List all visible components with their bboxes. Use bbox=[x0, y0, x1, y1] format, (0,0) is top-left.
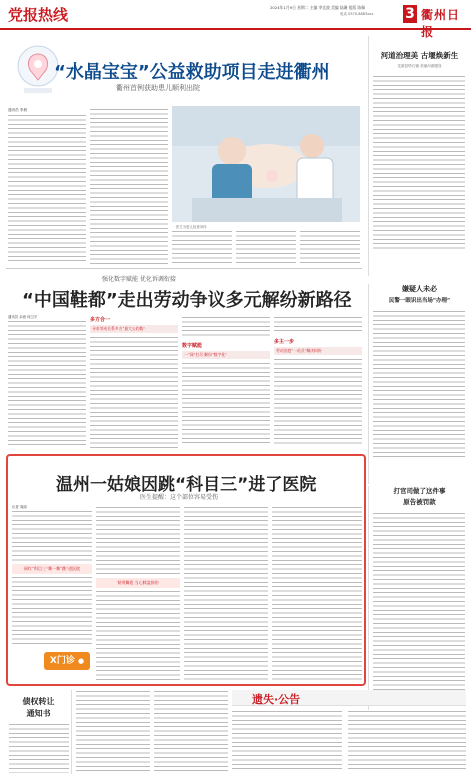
article2-kicker: 强化数字赋能 优化诉调衔接 bbox=[102, 276, 176, 283]
article3-col2 bbox=[96, 506, 180, 576]
article1-photo bbox=[172, 106, 360, 222]
announcement-col1 bbox=[232, 710, 342, 772]
article3-title: 温州一姑娘因跳“科目三”进了医院 bbox=[56, 475, 317, 495]
xmenzhen-badge bbox=[44, 652, 90, 670]
article2-col2 bbox=[90, 316, 178, 446]
article1-title: “水晶宝宝”公益救助项目走进衢州 bbox=[54, 62, 330, 83]
bottom-left-text bbox=[9, 723, 69, 773]
bottom-left-title: 债权转让 bbox=[22, 696, 55, 706]
article1-header bbox=[6, 36, 363, 106]
article2-sub2-tag: 数字赋能 bbox=[182, 343, 203, 349]
announcement-banner bbox=[232, 690, 466, 706]
article2-author: 通讯员 余意 何卫平 bbox=[8, 315, 38, 319]
date-line: 2024年1月9日 星期二 主编 李宜波 美编 陆珊 组版 陈佩 bbox=[270, 5, 366, 10]
article2-col2-text bbox=[90, 336, 178, 448]
article3-box2 bbox=[96, 578, 180, 588]
sidebar-top bbox=[368, 36, 466, 276]
sidebar-low-title: 打官司做了这件事 bbox=[393, 487, 446, 495]
bottom-mid-col1 bbox=[76, 690, 150, 774]
article2-title: “中国鞋都”走出劳动争议多元解纷新路径 bbox=[22, 290, 352, 311]
page-header bbox=[0, 0, 471, 39]
announcement-col2 bbox=[348, 710, 466, 772]
article2-col4-text-b bbox=[274, 358, 362, 446]
article3-box1-label: 网红“科目三”舞一舞“跳”进医院 bbox=[23, 566, 81, 571]
sidebar-top-text bbox=[373, 75, 465, 251]
article1-col2 bbox=[90, 108, 168, 264]
xmenzhen-dot-icon: ● bbox=[77, 657, 85, 665]
article2-col3-text-b bbox=[182, 362, 270, 446]
bottom-left-title2: 通知书 bbox=[26, 708, 51, 718]
article3-box2-label: 韧带撕裂 当心膝盖损伤 bbox=[117, 580, 159, 585]
article1-col4 bbox=[236, 230, 296, 264]
sidebar-mid bbox=[368, 284, 466, 484]
article3-col2-b bbox=[96, 590, 180, 680]
article3-col3 bbox=[184, 506, 268, 680]
article3-box bbox=[6, 454, 366, 686]
article2-sub1-tag: 多方合一 bbox=[90, 317, 111, 323]
article3-author: 记者 周丽 bbox=[12, 505, 27, 509]
article2-col4-text-a bbox=[274, 316, 362, 334]
sidebar-mid-text bbox=[373, 310, 465, 460]
sidebar-low bbox=[368, 486, 466, 716]
article1-author: 通讯员 李晨 bbox=[8, 108, 28, 112]
announcement-title: 遗失·公告 bbox=[252, 693, 301, 706]
divider-1 bbox=[6, 268, 362, 269]
article2-sub3-title: 劳动法庭“一站式”解决纠纷 bbox=[274, 347, 362, 355]
article2-col3 bbox=[182, 316, 270, 446]
paper-name: 衢州日报 bbox=[421, 8, 461, 39]
sidebar-low-subtitle: 原告被罚款 bbox=[403, 498, 436, 506]
article1-col5 bbox=[300, 230, 360, 264]
article2-sub2-title: 一“网”打尽 解纷“数字化” bbox=[182, 351, 270, 359]
sidebar-mid-subtitle: 民警一眼识出当场“办理” bbox=[388, 298, 451, 304]
bottom-mid-col2 bbox=[154, 690, 228, 774]
article1-col3 bbox=[172, 230, 232, 264]
article1-col1 bbox=[8, 114, 86, 264]
photo-caption: 医生为患儿检查身体 bbox=[176, 225, 207, 229]
email-line: 电话 0570-8883xxx bbox=[340, 12, 374, 16]
article2-col4 bbox=[274, 316, 362, 446]
article3-col1 bbox=[12, 510, 92, 562]
article3-box1 bbox=[12, 564, 92, 574]
sidebar-mid-title: 嫌疑人未必 bbox=[402, 284, 437, 293]
article3-col1-b bbox=[12, 576, 92, 646]
article2-col1 bbox=[8, 320, 86, 446]
article3-subtitle: 医生提醒：这个部位容易受伤 bbox=[140, 494, 219, 501]
page-number: 3 bbox=[403, 5, 417, 23]
article2-sub1-title: 寻求劳动关系多方“最大公约数” bbox=[90, 325, 178, 333]
xmenzhen-label: X门诊 bbox=[49, 656, 75, 666]
article3-col4 bbox=[272, 506, 362, 680]
article1-subtitle: 衢州首例获助患儿顺利出院 bbox=[116, 84, 200, 92]
sidebar-low-text bbox=[373, 512, 465, 702]
bottom-left bbox=[6, 690, 72, 774]
sidebar-top-subtitle: 龙游县塔石镇 美丽河湖建设 bbox=[397, 64, 442, 68]
section-title: 党报热线 bbox=[8, 6, 69, 24]
article2-sub3-tag: 多主一步 bbox=[274, 339, 295, 345]
article2-col3-text-a bbox=[182, 316, 270, 338]
sidebar-top-title: 河道治理美 古堰焕新生 bbox=[380, 51, 459, 60]
bottom-right bbox=[232, 690, 466, 774]
